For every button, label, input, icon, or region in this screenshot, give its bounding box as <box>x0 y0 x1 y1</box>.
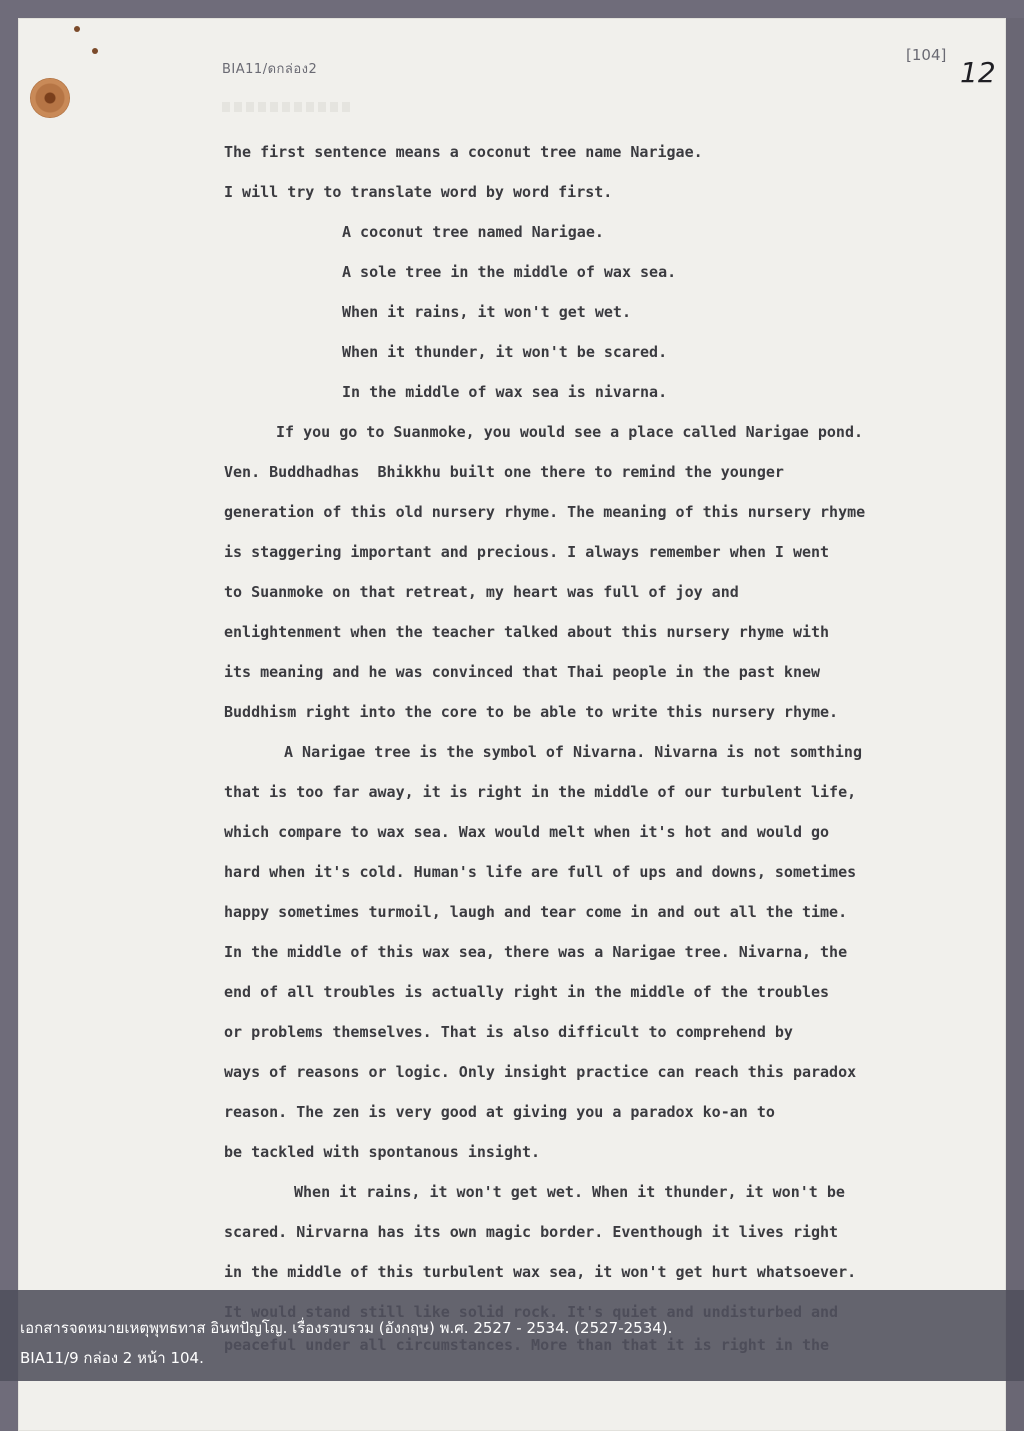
typed-line: A coconut tree named Narigae. <box>342 223 604 241</box>
typed-line: When it rains, it won't get wet. <box>342 303 631 321</box>
typed-line: be tackled with spontanous insight. <box>224 1143 541 1161</box>
typed-line: In the middle of wax sea is nivarna. <box>342 383 668 401</box>
page-reference-note: [104] <box>906 46 947 64</box>
typed-text-block <box>224 132 944 1332</box>
typed-line: to Suanmoke on that retreat, my heart was full of joy and <box>224 583 739 601</box>
faint-bleedthrough-text <box>222 102 354 112</box>
typed-line: The first sentence means a coconut tree name Narigae. <box>224 143 703 161</box>
typed-line: ways of reasons or logic. Only insight practice can reach this paradox <box>224 1063 857 1081</box>
typed-line: enlightenment when the teacher talked about this nursery rhyme with <box>224 623 830 641</box>
handwritten-page-number: 12 <box>960 56 996 89</box>
binding-hole <box>30 78 70 118</box>
typed-line: or problems themselves. That is also difficult to comprehend by <box>224 1023 793 1041</box>
archive-reference-note: BIA11/ดกล่อง2 <box>222 62 318 77</box>
typed-line: When it rains, it won't get wet. When it thunder, it won't be <box>294 1183 845 1201</box>
typed-line: A Narigae tree is the symbol of Nivarna. Nivarna is not somthing <box>284 743 862 761</box>
image-caption-bar <box>0 1290 1024 1381</box>
stain-speck <box>92 48 98 54</box>
caption-title: เอกสารจดหมายเหตุพุทธทาส อินทปัญโญ. เรื่องรวบรวม (อังกฤษ) พ.ศ. 2527 - 2534. (2527-2534). <box>20 1319 673 1337</box>
typed-line: that is too far away, it is right in the middle of our turbulent life, <box>224 783 857 801</box>
typed-line: Buddhism right into the core to be able to write this nursery rhyme. <box>224 703 839 721</box>
typed-line: its meaning and he was convinced that Thai people in the past knew <box>224 663 821 681</box>
typed-line: A sole tree in the middle of wax sea. <box>342 263 677 281</box>
typed-line: hard when it's cold. Human's life are full of ups and downs, sometimes <box>224 863 857 881</box>
typed-line: generation of this old nursery rhyme. The meaning of this nursery rhyme <box>224 503 866 521</box>
typed-line: end of all troubles is actually right in the middle of the troubles <box>224 983 830 1001</box>
typed-line: If you go to Suanmoke, you would see a place called Narigae pond. <box>276 423 863 441</box>
page-edge <box>1006 18 1024 1431</box>
typed-line: scared. Nirvarna has its own magic border. Eventhough it lives right <box>224 1223 839 1241</box>
typed-line: When it thunder, it won't be scared. <box>342 343 668 361</box>
typed-line: happy sometimes turmoil, laugh and tear come in and out all the time. <box>224 903 848 921</box>
typed-line: I will try to translate word by word first. <box>224 183 613 201</box>
typed-line: in the middle of this turbulent wax sea, it won't get hurt whatsoever. <box>224 1263 857 1281</box>
caption-reference: BIA11/9 กล่อง 2 หน้า 104. <box>20 1349 204 1367</box>
typed-line: which compare to wax sea. Wax would melt when it's hot and would go <box>224 823 830 841</box>
typed-line: In the middle of this wax sea, there was a Narigae tree. Nivarna, the <box>224 943 848 961</box>
stain-speck <box>74 26 80 32</box>
typed-line: Ven. Buddhadhas Bhikkhu built one there to remind the younger <box>224 463 784 481</box>
typed-line: reason. The zen is very good at giving you a paradox ko-an to <box>224 1103 775 1121</box>
typed-line: is staggering important and precious. I always remember when I went <box>224 543 830 561</box>
